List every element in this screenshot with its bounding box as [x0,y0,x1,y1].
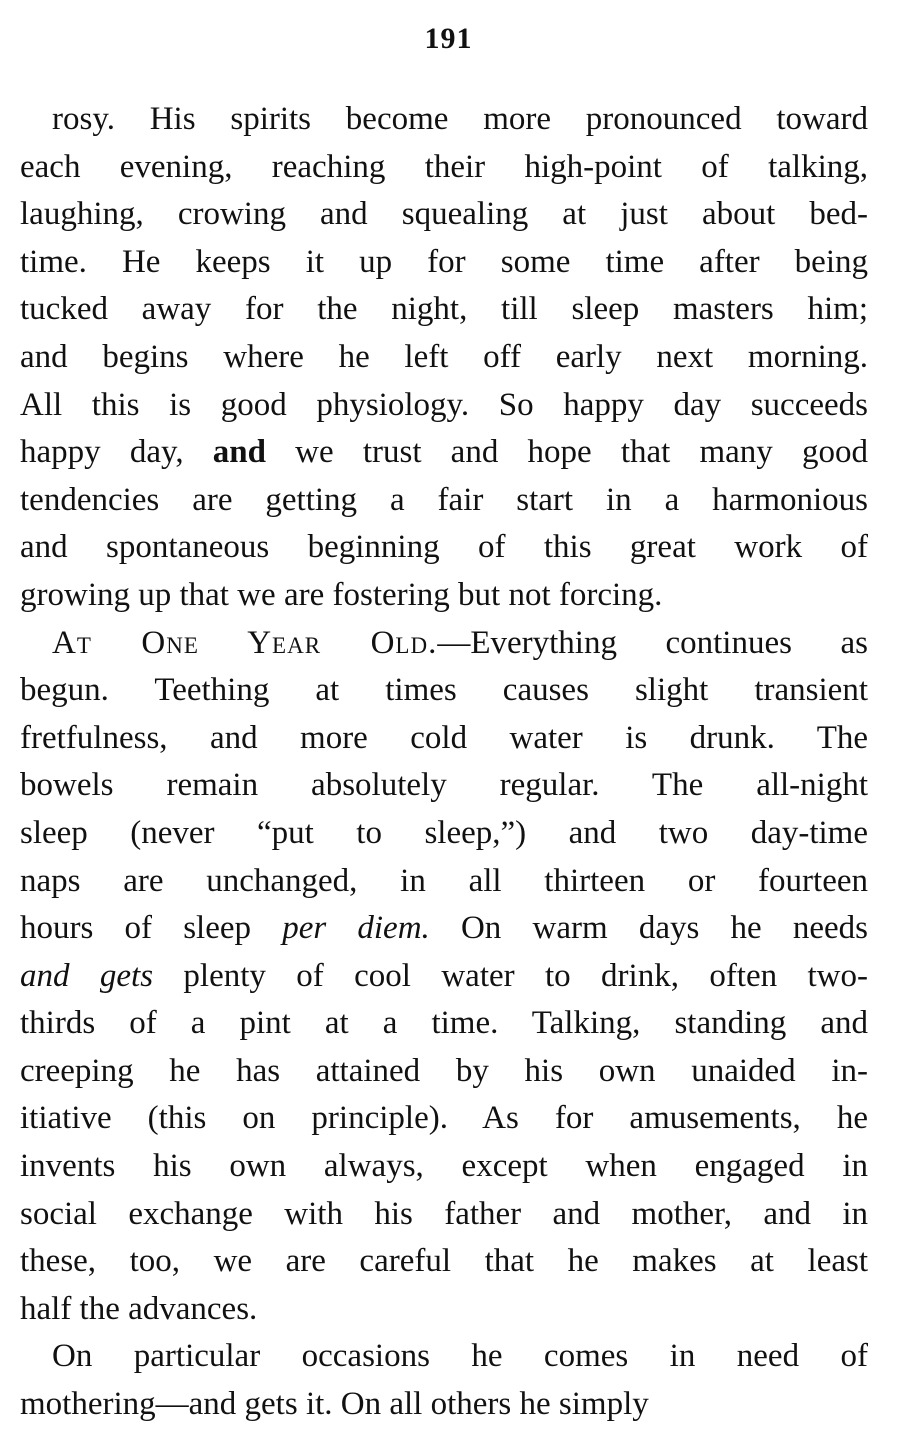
text-run: On warm days he needs [429,910,868,947]
text-line: social exchange with his father and mother, and in [20,1195,868,1232]
page-number: 191 [424,22,473,55]
text-line: naps are unchanged, in all thirteen or fourteen [20,862,868,899]
text-line: thirds of a pint at a time. Talking, standing and [20,1005,868,1042]
text-line: each evening, reaching their high-point of talking, [20,148,868,185]
text-line [20,953,868,1001]
text-line: itiative (this on principle). As for amusements, he [20,1100,868,1137]
text-line: begun. Teething at times causes slight transient [20,672,868,709]
text-line: On particular occasions he comes in need of [52,1338,868,1375]
italic-text: and gets [20,957,154,994]
text-line: time. He keeps it up for some time after being [20,243,868,280]
section-heading: At One Year Old. [52,624,438,661]
text-line: these, too, we are careful that he makes at least [20,1243,868,1280]
text-line: and begins where he left off early next morning. [20,338,868,375]
text-line [20,620,868,668]
bold-text: and [212,434,266,471]
text-line: and spontaneous beginning of this great work of [20,529,868,566]
text-line: tendencies are getting a fair start in a harmonious [20,481,868,518]
text-line: growing up that we are fostering but not forcing. [20,576,663,613]
text-line [20,905,868,953]
text-line: tucked away for the night, till sleep masters him; [20,291,868,328]
body-text [20,96,868,1429]
text-line: All this is good physiology. So happy day succeeds [20,386,868,423]
text-line: laughing, crowing and squealing at just about bed- [20,196,868,233]
text-run: we trust and hope that many good [265,434,868,471]
italic-text: per diem. [282,910,430,947]
text-line: mothering—and gets it. On all others he simply [20,1386,649,1423]
text-line: invents his own always, except when engaged in [20,1148,868,1185]
text-line: bowels remain absolutely regular. The all-night [20,767,868,804]
text-run: —Everything continues as [437,624,868,661]
text-line [20,429,868,477]
text-run: hours of sleep [20,910,283,947]
paragraph [20,620,868,1334]
text-line: creeping he has attained by his own unaided in- [20,1052,868,1089]
text-line: sleep (never “put to sleep,”) and two day-time [20,814,868,851]
text-run: happy day, [20,434,213,471]
text-line: fretfulness, and more cold water is drunk. The [20,719,868,756]
text-line: half the advances. [20,1290,258,1327]
paragraph [20,1333,868,1428]
text-run: plenty of cool water to drink, often two- [153,957,868,994]
paragraph [20,96,868,620]
text-line: rosy. His spirits become more pronounced toward [52,101,868,137]
